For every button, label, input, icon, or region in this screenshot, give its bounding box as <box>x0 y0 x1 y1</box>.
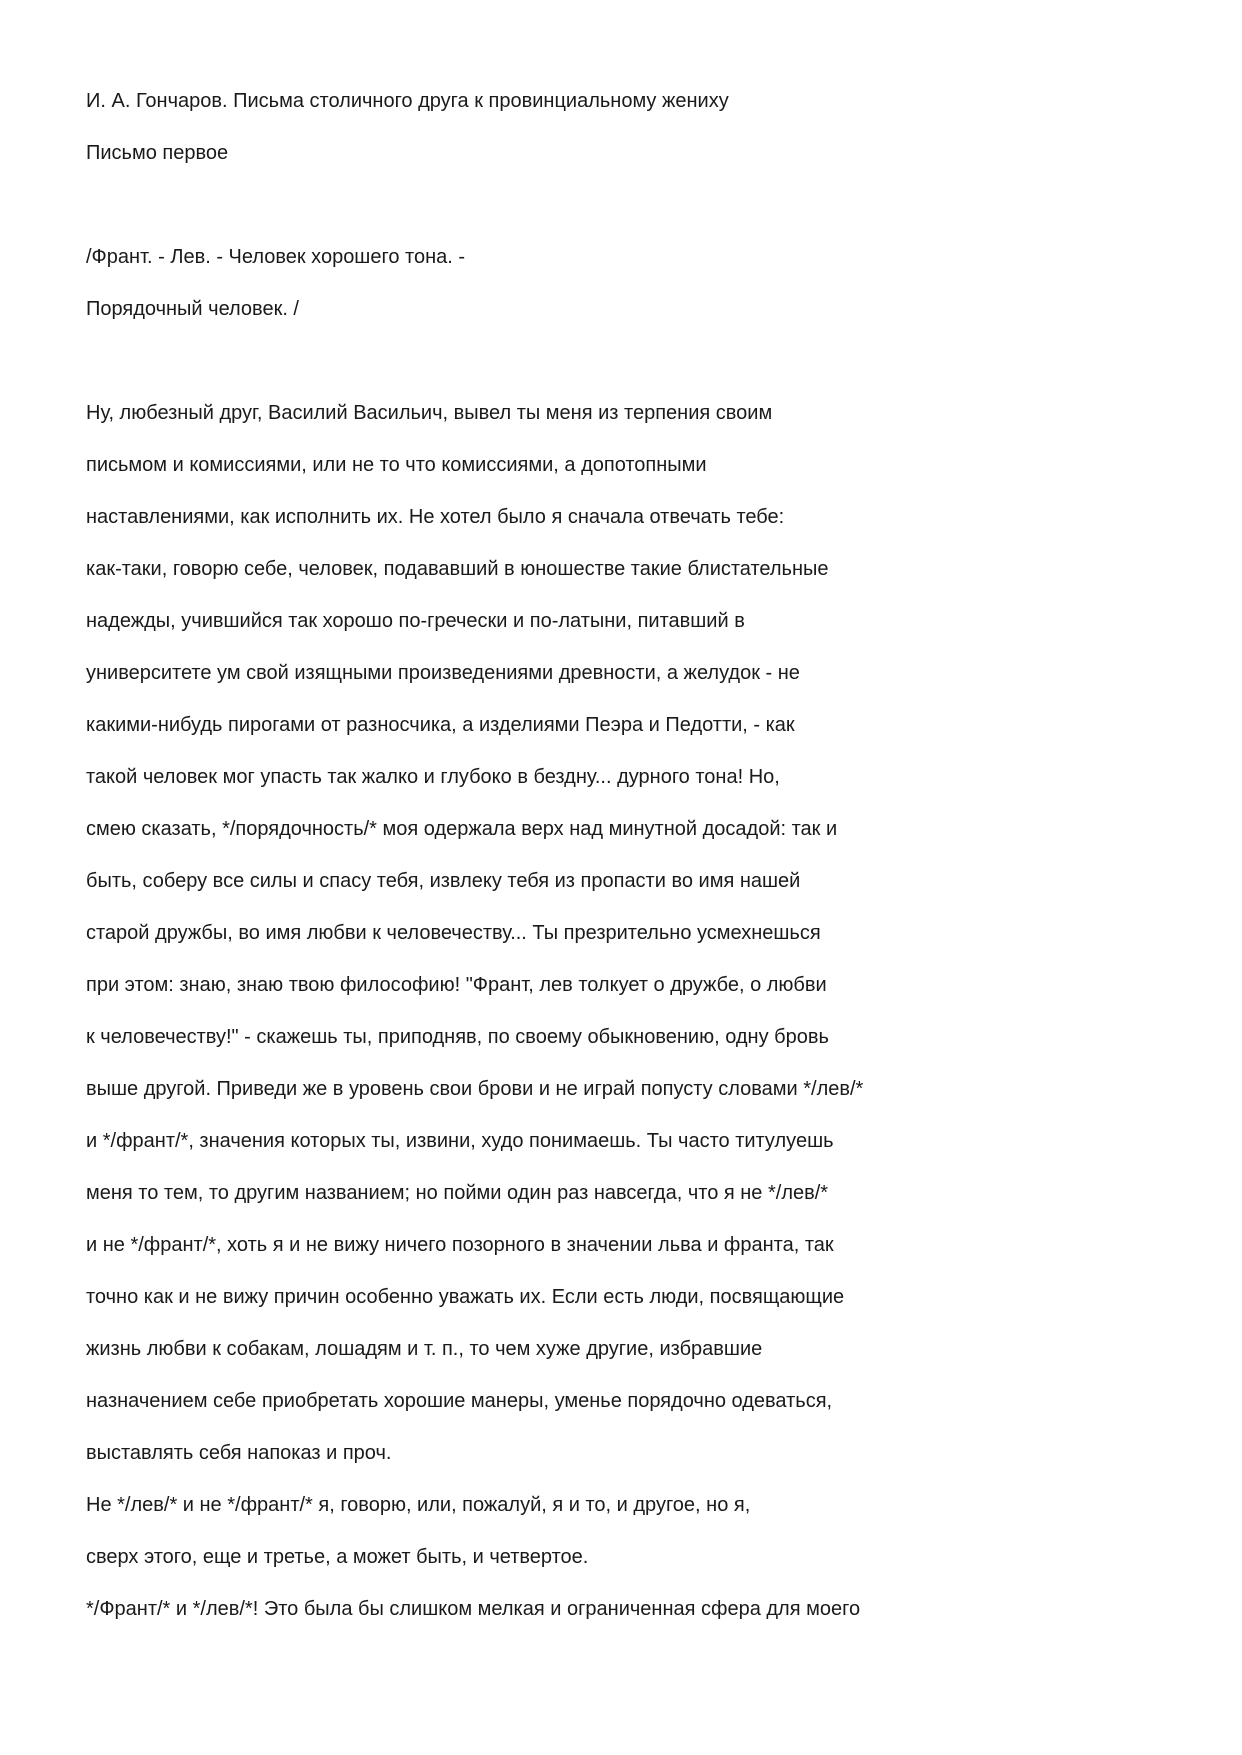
body-line: сверх этого, еще и третье, а может быть, и четвертое. <box>86 1546 589 1568</box>
body-line: выше другой. Приведи же в уровень свои брови и не играй попусту словами */лев/* <box>86 1078 864 1100</box>
body-line: какими-нибудь пирогами от разносчика, а изделиями Пеэра и Педотти, - как <box>86 714 795 736</box>
body-line: быть, соберу все силы и спасу тебя, извлеку тебя из пропасти во имя нашей <box>86 870 801 892</box>
document-title: И. А. Гончаров. Письма столичного друга к провинциальному жениху <box>86 90 729 112</box>
body-line: назначением себе приобретать хорошие манеры, уменье порядочно одеваться, <box>86 1390 833 1412</box>
letter-heading: Письмо первое <box>86 142 229 164</box>
body-line: выставлять себя напоказ и проч. <box>86 1442 392 1464</box>
body-line: и не */франт/*, хоть я и не вижу ничего позорного в значении льва и франта, так <box>86 1234 834 1256</box>
summary-line: /Франт. - Лев. - Человек хорошего тона. - <box>86 246 466 268</box>
body-line: такой человек мог упасть так жалко и глубоко в бездну... дурного тона! Но, <box>86 766 780 788</box>
body-line: при этом: знаю, знаю твою философию! "Франт, лев толкует о дружбе, о любви <box>86 974 827 996</box>
body-line: к человечеству!" - скажешь ты, приподняв, по своему обыкновению, одну бровь <box>86 1026 829 1048</box>
body-line: смею сказать, */порядочность/* моя одержала верх над минутной досадой: так и <box>86 818 838 840</box>
body-line: университете ум свой изящными произведениями древности, а желудок - не <box>86 662 800 684</box>
body-line: как-таки, говорю себе, человек, подававший в юношестве такие блистательные <box>86 558 829 580</box>
body-line: надежды, учившийся так хорошо по-гречески и по-латыни, питавший в <box>86 610 745 632</box>
body-line: наставлениями, как исполнить их. Не хотел было я сначала отвечать тебе: <box>86 506 785 528</box>
body-line: Ну, любезный друг, Василий Васильич, вывел ты меня из терпения своим <box>86 402 773 424</box>
body-line: Не */лев/* и не */франт/* я, говорю, или, пожалуй, я и то, и другое, но я, <box>86 1494 751 1516</box>
body-line: письмом и комиссиями, или не то что комиссиями, а допотопными <box>86 454 707 476</box>
body-line: жизнь любви к собакам, лошадям и т. п., то чем хуже другие, избравшие <box>86 1338 763 1360</box>
body-line: */Франт/* и */лев/*! Это была бы слишком мелкая и ограниченная сфера для моего <box>86 1598 861 1620</box>
body-line: старой дружбы, во имя любви к человечеству... Ты презрительно усмехнешься <box>86 922 821 944</box>
body-line: меня то тем, то другим названием; но пойми один раз навсегда, что я не */лев/* <box>86 1182 829 1204</box>
body-line: и */франт/*, значения которых ты, извини, худо понимаешь. Ты часто титулуешь <box>86 1130 834 1152</box>
summary-line: Порядочный человек. / <box>86 298 299 320</box>
body-line: точно как и не вижу причин особенно уважать их. Если есть люди, посвящающие <box>86 1286 845 1308</box>
